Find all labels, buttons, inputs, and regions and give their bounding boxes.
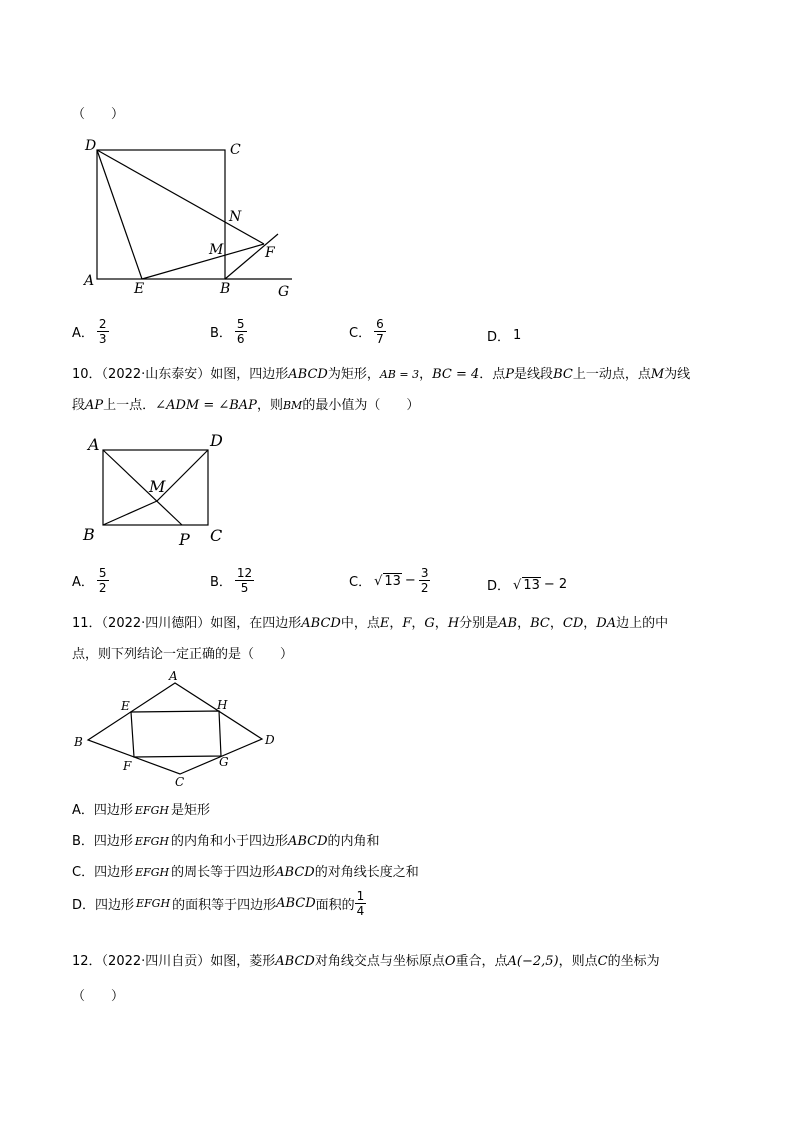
q11-stem-line2: 点，则下列结论一定正确的是（ ）: [72, 647, 294, 662]
q9-label-b: B: [220, 281, 231, 297]
q11-option-a: A．四边形 EFGH 是矩形: [72, 803, 210, 818]
q9-option-d: D． 1: [487, 328, 522, 345]
q9-label-c: C: [230, 142, 241, 158]
q10-label-a: A: [88, 435, 100, 454]
q10-option-a: A． $\frac{5}{2}$: [72, 566, 107, 595]
q11-label-f: F: [123, 759, 132, 773]
q9-label-e: E: [134, 281, 145, 297]
q9-label-g: G: [278, 284, 290, 300]
q9-figure: [80, 135, 310, 305]
q10-label-d: D: [210, 431, 223, 450]
q11-label-b: B: [74, 735, 83, 749]
q11-quadrilateral-abcd: [88, 683, 262, 774]
q9-segment-de: [97, 150, 142, 279]
q9-square-abcd: [97, 150, 225, 279]
q11-label-h: H: [217, 698, 228, 712]
q11-quadrilateral-efgh: [131, 711, 221, 757]
q10-stem-line2: 段AP上一点．∠ADM = ∠BAP，则BM的最小值为（ ）: [72, 398, 420, 413]
q11-figure: [70, 667, 285, 792]
q10-option-d: D． √ 13 − 2: [487, 577, 568, 594]
q11-option-c: C．四边形 EFGH 的周长等于四边形ABCD的对角线长度之和: [72, 865, 419, 880]
q9-option-c: C． $\frac{6}{7}$: [349, 317, 384, 346]
q9-label-d: D: [85, 138, 97, 154]
q11-option-b: B．四边形 EFGH 的内角和小于四边形ABCD的内角和: [72, 834, 380, 849]
q9-option-a: A． $\frac{2}{3}$: [72, 317, 107, 346]
q9-label-f: F: [265, 245, 275, 261]
q9-label-n: N: [229, 209, 242, 225]
q11-label-a: A: [169, 669, 178, 683]
q9-segment-df: [97, 150, 264, 244]
q10-segment-bm: [103, 501, 157, 525]
q10-option-c: C． √ 13 − $\frac{3}{2}$: [349, 566, 429, 595]
q11-label-g: G: [219, 755, 229, 769]
q11-label-e: E: [121, 699, 130, 713]
q10-stem-line1: 10．（2022·山东泰安）如图，四边形ABCD为矩形，AB = 3，BC = 4．点P是线段BC上一动点，点M为线: [72, 367, 691, 382]
q11-stem-line1: 11．（2022·四川德阳）如图，在四边形ABCD中，点E，F，G，H分别是AB，BC，CD，DA边上的中: [72, 616, 669, 631]
q9-label-m: M: [209, 242, 224, 258]
q10-option-b: B． $\frac{12}{5}$: [210, 566, 253, 595]
q9-answer-paren: （ ）: [72, 107, 125, 122]
q11-label-c: C: [175, 775, 185, 789]
q11-option-d: D．四边形 EFGH 的面积等于四边形 ABCD 面积的 $\frac{1}{4}$: [72, 889, 365, 918]
q10-label-b: B: [83, 525, 95, 544]
q10-label-p: P: [179, 530, 190, 549]
q12-stem-line1: 12．（2022·四川自贡）如图，菱形ABCD对角线交点与坐标原点O重合，点A(−2,5)，则点C的坐标为: [72, 954, 660, 969]
q11-label-d: D: [265, 733, 275, 747]
q10-label-m: M: [149, 477, 166, 496]
q9-label-a: A: [84, 273, 95, 289]
q9-option-b: B． $\frac{5}{6}$: [210, 317, 245, 346]
q12-answer-paren: （ ）: [72, 989, 125, 1004]
q10-label-c: C: [210, 526, 223, 545]
q10-figure: [80, 428, 240, 553]
